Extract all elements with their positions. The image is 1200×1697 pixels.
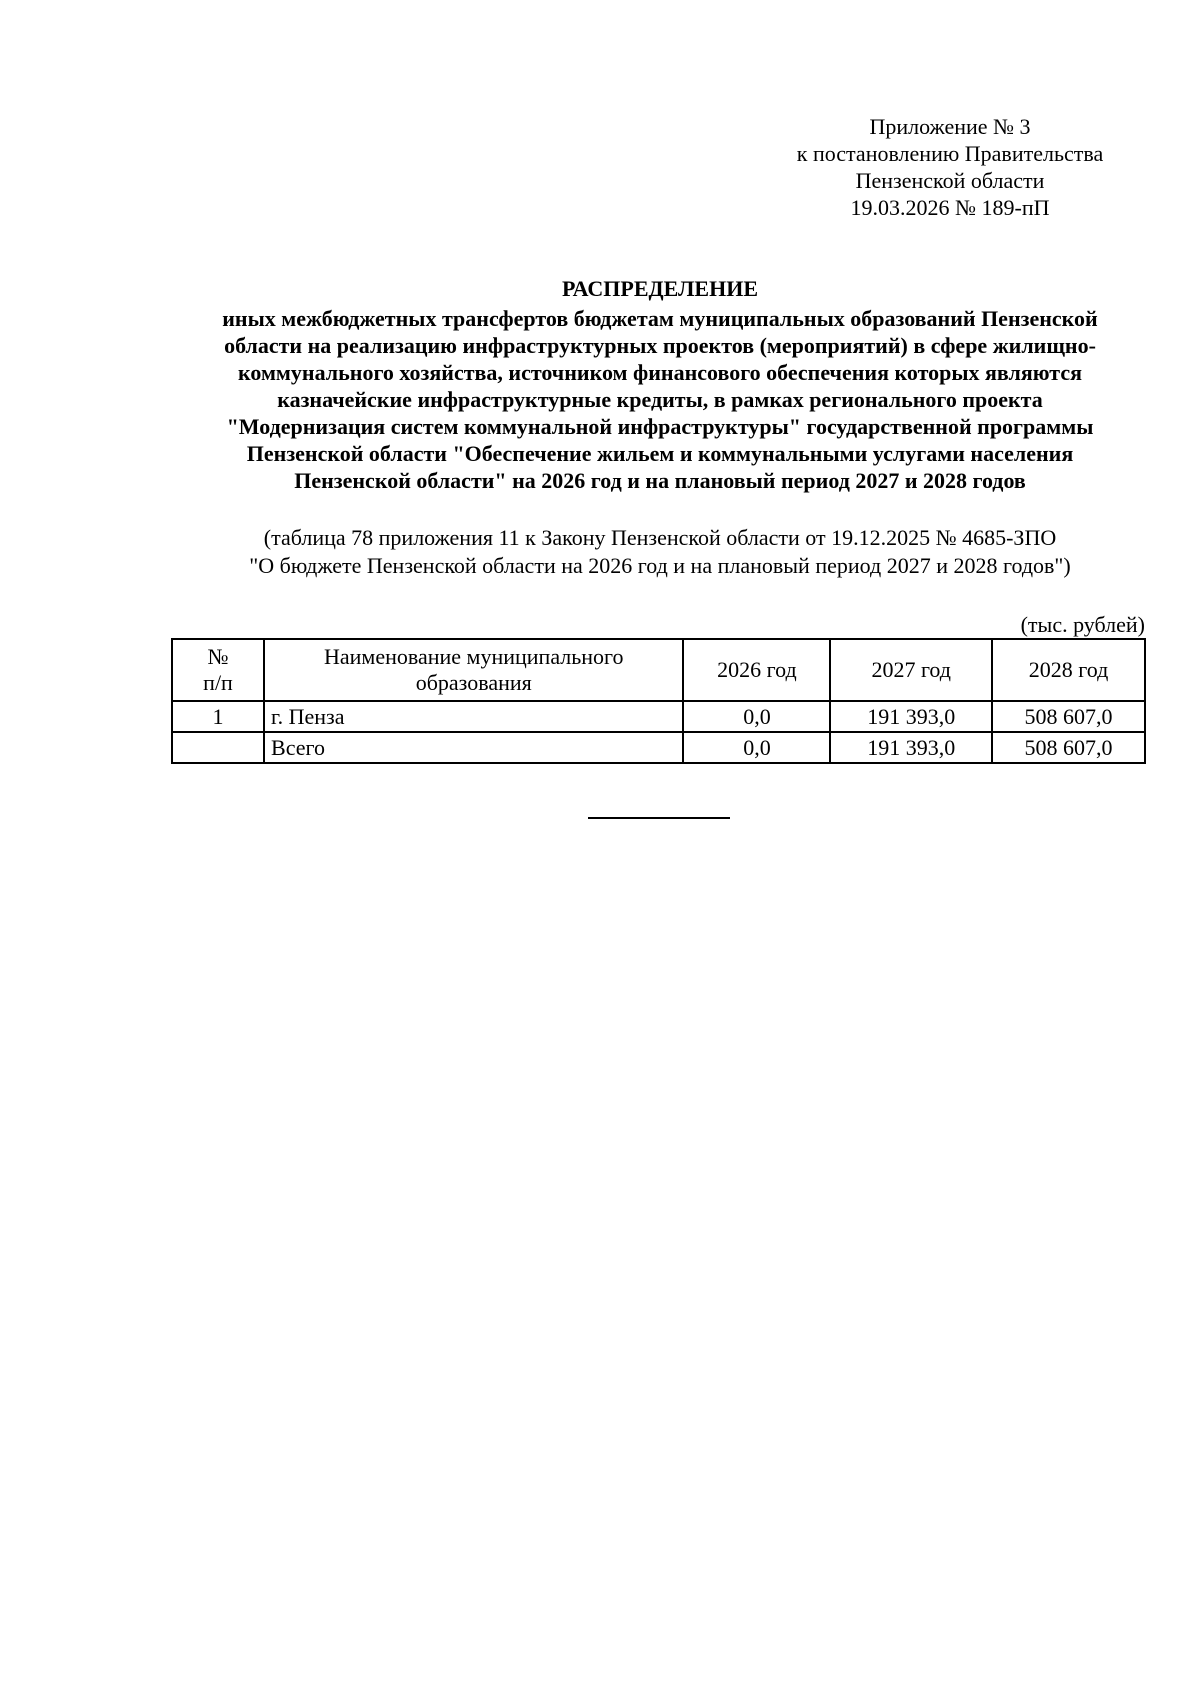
appendix-region-line: Пензенской области — [855, 168, 1045, 193]
title-heading: РАСПРЕДЕЛЕНИЕ — [561, 276, 758, 301]
header-year-2026: 2026 год — [683, 639, 830, 701]
header-number — [172, 639, 264, 701]
reference-line: "О бюджете Пензенской области на 2026 год и на плановый период 2027 и 2028 годов") — [249, 553, 1071, 578]
reference-line: (таблица 78 приложения 11 к Закону Пензенской области от 19.12.2025 № 4685-ЗПО — [263, 525, 1057, 550]
appendix-resolution-line: к постановлению Правительства — [796, 141, 1104, 166]
cell-municipality: г. Пенза — [264, 701, 683, 732]
table-row — [172, 701, 1145, 732]
title-line: "Модернизация систем коммунальной инфраструктуры" государственной программы — [226, 414, 1094, 439]
document-end-line — [588, 817, 730, 819]
distribution-table — [171, 638, 1146, 764]
cell-total-2028: 508 607,0 — [992, 732, 1145, 763]
title-line: Пензенской области "Обеспечение жильем и коммунальными услугами населения — [246, 441, 1074, 466]
header-year-2027: 2027 год — [830, 639, 992, 701]
units-label: (тыс. рублей) — [1020, 612, 1145, 637]
table-total-row — [172, 732, 1145, 763]
cell-total-2027: 191 393,0 — [830, 732, 992, 763]
appendix-number: Приложение № 3 — [869, 114, 1031, 139]
title-line: коммунального хозяйства, источником финансового обеспечения которых являются — [237, 360, 1083, 385]
table-header-row — [172, 639, 1145, 701]
cell-number — [172, 732, 264, 763]
cell-amount-2027: 191 393,0 — [830, 701, 992, 732]
header-municipality — [264, 639, 683, 701]
law-reference — [160, 524, 1160, 580]
title-description — [160, 305, 1160, 494]
header-number-abbrev: п/п — [203, 670, 233, 695]
cell-total-2026: 0,0 — [683, 732, 830, 763]
cell-amount-2026: 0,0 — [683, 701, 830, 732]
appendix-date-number: 19.03.2026 № 189-пП — [850, 195, 1050, 220]
title-line: Пензенской области" на 2026 год и на плановый период 2027 и 2028 годов — [294, 468, 1026, 493]
title-line: области на реализацию инфраструктурных проектов (мероприятий) в сфере жилищно- — [224, 333, 1096, 358]
cell-amount-2028: 508 607,0 — [992, 701, 1145, 732]
header-number-symbol: № — [207, 644, 229, 669]
title-line: казначейские инфраструктурные кредиты, в рамках регионального проекта — [277, 387, 1043, 412]
document-title — [160, 275, 1160, 494]
header-municipality-line1: Наименование муниципального — [323, 644, 624, 669]
distribution-table-wrapper — [171, 638, 1146, 764]
appendix-header — [740, 113, 1160, 221]
header-year-2028: 2028 год — [992, 639, 1145, 701]
cell-number: 1 — [172, 701, 264, 732]
title-line: иных межбюджетных трансфертов бюджетам муниципальных образований Пензенской — [222, 306, 1098, 331]
cell-total-label: Всего — [264, 732, 683, 763]
header-municipality-line2: образования — [415, 670, 532, 695]
